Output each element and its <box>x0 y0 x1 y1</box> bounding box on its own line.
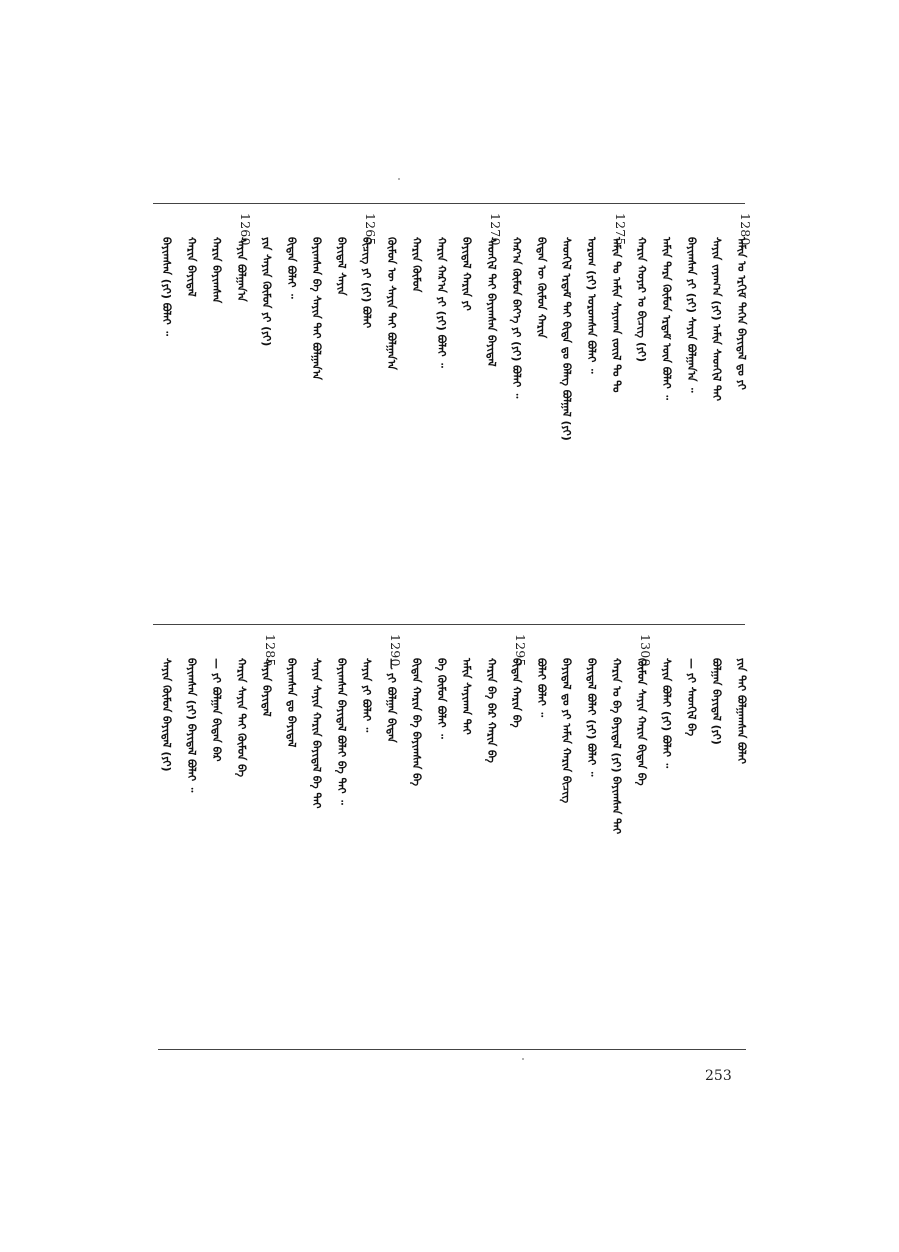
verse-line <box>679 658 703 736</box>
line-number-1280: 1280. <box>738 213 753 250</box>
verse-line <box>704 658 728 745</box>
verse-line <box>704 237 728 401</box>
verse-line <box>604 237 628 392</box>
line-number-1285: 1285. <box>263 634 278 671</box>
verse-line <box>379 658 403 743</box>
verse-text: ᠪᠢᠴᠢᠭ᠌ ᠶᠢ (ᠶᠢ) ᠪᠣᠯᠠᠢ <box>360 237 373 329</box>
scan-speck <box>398 178 400 180</box>
verse-text: ᠪᠢᠳᠡᠨ ᠪᠣᠯᠠᠢ ᠃ <box>285 237 298 299</box>
verse-text: ᠪᠠᠶᠢᠳᠠᠯ ᠰᠠᠶᠢᠨ <box>335 237 348 296</box>
verse-line <box>229 658 253 777</box>
verse-text: ᠪᠠᠶᠢᠭᠰᠠᠨ (ᠶᠢ) ᠪᠠᠶᠢᠳᠠᠯ ᠪᠣᠯᠠᠢ ᠃ <box>185 658 198 793</box>
line-number-1295: 1295. <box>513 634 528 671</box>
bottom-text-panel <box>150 626 750 1046</box>
verse-text: ᠬᠠᠷ᠎ᠠ ᠬᠦᠮᠦᠨ ᠪᠡᠶ᠎ᠡ ᠶᠢ (ᠶᠢ) ᠪᠣᠯᠠᠢ ᠃ <box>510 237 523 399</box>
verse-line <box>254 658 278 717</box>
verse-text: ᠬᠠᠷᠢᠨ ᠬᠣᠶᠠᠷ ᠤ ᠪᠢᠴᠢᠭ᠌ (ᠶᠢ) <box>635 237 648 363</box>
verse-text: ᠪᠣᠯᠠᠢ ᠪᠣᠯᠠᠢ ᠃ <box>535 658 548 717</box>
verse-line <box>504 658 528 728</box>
verse-text: — ᠶᠢ ᠪᠣᠯᠭᠠᠨ ᠪᠢᠳᠡᠨ ᠪᠠᠷ <box>210 658 223 762</box>
line-number-1300: 1300. <box>638 634 653 671</box>
top-text-panel <box>150 205 753 623</box>
page-number: 253 <box>705 1068 732 1084</box>
verse-line <box>154 237 178 336</box>
verse-text: ᠪᠢᠳᠡᠨ ᠬᠠᠷᠢᠨ ᠪᠠ ᠪᠠᠶᠢᠭᠰᠠᠨ ᠪᠠ <box>410 658 423 787</box>
verse-line <box>579 658 603 776</box>
verse-line <box>304 237 328 380</box>
verse-line <box>254 237 278 346</box>
verse-line <box>354 237 378 328</box>
verse-text: ᠪᠠᠶᠢᠭᠰᠠᠨ ᠪᠠ ᠰᠠᠶᠢᠨ ᠲᠡᠢ ᠪᠣᠯᠭᠠᠨ᠎ᠠ <box>310 237 323 381</box>
verse-text: ᠪᠠᠶᠢᠭᠰᠠᠨ ᠶᠢ (ᠶᠢ) ᠰᠠᠶᠢᠨ ᠪᠣᠯᠭᠠᠨ᠎ᠠ ᠃ <box>685 237 698 393</box>
scan-speck <box>522 1058 524 1060</box>
verse-line <box>729 237 753 390</box>
verse-text: ᠬᠦᠮᠦᠨ ᠦ ᠰᠠᠶᠢᠨ ᠲᠡᠢ ᠪᠣᠯᠭᠠᠨ᠎ᠠ <box>385 237 398 370</box>
verse-line <box>454 658 478 735</box>
verse-text: ᠰᠠᠶᠢᠨ ᠪᠣᠯᠭᠠᠨ᠎ᠠ <box>235 237 248 302</box>
verse-line <box>479 658 503 763</box>
verse-line <box>204 237 228 303</box>
verse-text: — ᠶᠢ ᠰᠡᠳᠬᠢᠯ ᠪᠠ <box>685 658 698 737</box>
verse-text: ᠪᠠᠶᠢᠭᠰᠠᠨ (ᠶᠢ) ᠪᠣᠯᠠᠢ ᠃ <box>160 237 173 336</box>
verse-text: ᠪᠣᠯᠭᠠᠨ ᠪᠠᠶᠢᠳᠠᠯ (ᠶᠢ) <box>710 658 723 745</box>
verse-text: ᠪᠠᠶᠢᠭᠰᠠᠨ ᠪᠠᠶᠢᠳᠠᠯ ᠪᠣᠯᠠᠢ ᠪᠠ ᠲᠡᠢ ᠃ <box>335 658 348 805</box>
verse-line <box>679 237 703 393</box>
verse-text: ᠰᠠᠶᠢᠨ ᠪᠣᠯᠠᠢ (ᠶᠢ) ᠪᠣᠯᠠᠢ ᠃ <box>660 658 673 769</box>
verse-line <box>529 237 553 338</box>
verse-line <box>329 658 353 805</box>
verse-line <box>279 658 303 747</box>
verse-line <box>454 237 478 311</box>
verse-line <box>579 237 603 374</box>
verse-text: — ᠶᠢ ᠪᠣᠯᠭᠠᠨ ᠪᠢᠳᠡᠨ <box>385 658 398 743</box>
line-number-1270: 1270. <box>488 213 503 250</box>
middle-horizontal-rule <box>153 624 745 625</box>
verse-line <box>429 237 453 368</box>
verse-line <box>404 658 428 786</box>
verse-line <box>729 658 753 764</box>
verse-line <box>629 658 653 786</box>
verse-text: ᠪᠢᠳᠡᠨ ᠬᠠᠷᠢᠨ ᠪᠠ <box>510 658 523 728</box>
verse-text: ᠪᠢᠳᠡᠨ ᠦ ᠬᠦᠮᠦᠨ ᠬᠠᠷᠢᠨ <box>535 237 548 339</box>
verse-line <box>529 658 553 717</box>
verse-text: ᠰᠡᠳᠬᠢᠯ ᠲᠡᠢ ᠪᠠᠶᠢᠭᠰᠠᠨ ᠪᠠᠶᠢᠳᠠᠯ <box>485 237 498 367</box>
verse-text: ᠰᠠᠶᠢᠨ ᠰᠠᠶᠢᠨ ᠬᠠᠷᠢᠨ ᠪᠠᠶᠢᠳᠠᠯ ᠪᠠ ᠲᠡᠢ <box>310 658 323 809</box>
line-number-1290: 1290. <box>388 634 403 671</box>
verse-text: ᠪᠠ ᠬᠦᠮᠦᠨ ᠪᠣᠯᠠᠢ ᠃ <box>435 658 448 739</box>
verse-text: ᠠᠮᠢᠨ ᠲᠤ ᠠᠮᠢᠨ ᠰᠠᠶᠢᠬᠠᠨ ᠵᠦᠢᠯ ᠲᠤ ᠲᠤ <box>610 237 623 393</box>
verse-text: ᠬᠦᠮᠦᠨ ᠰᠠᠶᠢᠨ ᠬᠠᠷᠢᠨ ᠪᠢᠳᠡᠨ ᠪᠠ <box>635 658 648 786</box>
verse-text: ᠬᠠᠷᠢᠨ ᠬᠦᠮᠦᠨ <box>410 237 423 293</box>
verse-text: ᠠᠮᠢᠨ ᠤ ᠡᠷᠬᠢᠮ ᠳᠡᠭᠡᠨ ᠪᠠᠶᠢᠳᠠᠯ ᠳᠤ ᠶᠢ <box>735 237 748 390</box>
verse-line <box>629 237 653 362</box>
verse-text: ᠤᠷᠤᠭ (ᠶᠢ) ᠤᠷᠤᠭᠰᠠᠨ ᠪᠣᠯᠠᠢ ᠃ <box>585 237 598 374</box>
bottom-horizontal-rule <box>158 1049 746 1050</box>
line-number-1260: 1260. <box>238 213 253 250</box>
verse-text: ᠬᠠᠷᠢᠨ ᠪᠠᠶᠢᠳᠠᠯ <box>185 237 198 297</box>
verse-line <box>279 237 303 299</box>
verse-line <box>304 658 328 808</box>
verse-text: ᠠᠮᠢᠨ ᠲᠡᠷᠡ ᠬᠦᠮᠦᠨ ᠡᠷᠳᠡᠮ ᠦᠨ ᠪᠣᠯᠠᠢ ᠃ <box>660 237 673 400</box>
verse-line <box>554 658 578 803</box>
verse-text: ᠪᠠᠶᠢᠳᠠᠯ ᠬᠠᠷᠢᠨ ᠶᠢ <box>460 237 473 311</box>
verse-text: ᠬᠠᠷᠢᠨ ᠪᠠᠶᠢᠭᠰᠠᠨ <box>210 237 223 304</box>
top-horizontal-rule <box>153 203 745 204</box>
verse-line <box>404 237 428 292</box>
verse-text: ᠪᠠᠶᠢᠭᠰᠠᠨ ᠳᠤ ᠪᠠᠶᠢᠳᠠᠯ <box>285 658 298 748</box>
verse-line <box>654 658 678 768</box>
verse-text: ᠬᠠᠷᠢᠨ ᠪᠠ ᠪᠠᠷ ᠬᠠᠷᠢᠨ ᠪᠠ <box>485 658 498 763</box>
verse-line <box>554 237 578 441</box>
line-number-1275: 1275. <box>613 213 628 250</box>
verse-text: ᠪᠠᠶᠢᠳᠠᠯ ᠳᠤ ᠶᠢ ᠠᠮᠢᠨ ᠬᠠᠷᠢᠨ ᠪᠢᠴᠢᠭ᠌ <box>560 658 573 804</box>
verse-text: ᠰᠡᠳᠬᠢᠯ ᠡᠷᠳᠡᠮ ᠲᠡᠢ ᠪᠢᠳᠡ ᠳᠤ ᠪᠡᠯᠡᠭ ᠪᠣᠯᠭᠠᠯ (ᠶᠢ) <box>560 237 573 441</box>
verse-text: ᠰᠠᠶᠢᠨ ᠶᠢ ᠪᠣᠯᠠᠢ ᠃ <box>360 658 373 733</box>
verse-line <box>654 237 678 400</box>
verse-text: ᠰᠠᠶᠢᠨ ᠬᠦᠮᠦᠨ ᠪᠠᠶᠢᠳᠠᠯ (ᠶᠢ) <box>160 658 173 772</box>
verse-line <box>429 658 453 739</box>
verse-text: ᠰᠠᠶᠢᠨ ᠵᠠᠶᠠᠭ᠎ᠠ (ᠶᠢ) ᠠᠮᠢᠨ ᠰᠡᠳᠬᠢᠯ ᠲᠡᠢ <box>710 237 723 402</box>
verse-text: ᠪᠠᠶᠢᠳᠠᠯ ᠪᠣᠯᠠᠢ (ᠶᠢ) ᠪᠣᠯᠠᠢ ᠃ <box>585 658 598 777</box>
verse-line <box>329 237 353 296</box>
verse-line <box>504 237 528 398</box>
verse-line <box>354 658 378 732</box>
verse-line <box>204 658 228 762</box>
verse-line <box>179 658 203 792</box>
line-number-1265: 1265. <box>363 213 378 250</box>
verse-text: ᠬᠠᠷᠢᠨ ᠰᠠᠶᠢᠨ ᠲᠡᠢ ᠬᠦᠮᠦᠨ ᠪᠠ <box>235 658 248 777</box>
verse-line <box>604 658 628 834</box>
verse-text: ᠠᠮᠢᠨ ᠰᠠᠶᠢᠬᠠᠨ ᠲᠡᠢ <box>460 658 473 735</box>
verse-line <box>229 237 253 302</box>
verse-line <box>479 237 503 367</box>
verse-text: ᠬᠠᠷᠢᠨ ᠬᠠᠷ᠎ᠠ ᠶᠢ (ᠶᠢ) ᠪᠣᠯᠠᠢ ᠃ <box>435 237 448 368</box>
verse-text: ᠶᠢᠨ ᠰᠠᠶᠢᠨ ᠬᠦᠮᠦᠨ ᠶᠢ (ᠶᠢ) <box>260 237 273 347</box>
verse-text: ᠬᠠᠷᠢᠨ ᠤ ᠪᠠ ᠪᠠᠶᠢᠳᠠᠯ (ᠶᠢ) ᠪᠠᠶᠢᠭᠰᠠᠨ ᠲᠡᠢ <box>610 658 623 835</box>
verse-text: ᠶᠢᠨ ᠲᠡᠢ ᠪᠣᠯᠭᠠᠭᠰᠠᠨ ᠪᠣᠯᠠᠢ <box>735 658 748 765</box>
verse-line <box>154 658 178 772</box>
verse-text: ᠰᠠᠶᠢᠨ ᠪᠠᠶᠢᠳᠠᠯ <box>260 658 273 717</box>
verse-line <box>179 237 203 297</box>
verse-line <box>379 237 403 370</box>
